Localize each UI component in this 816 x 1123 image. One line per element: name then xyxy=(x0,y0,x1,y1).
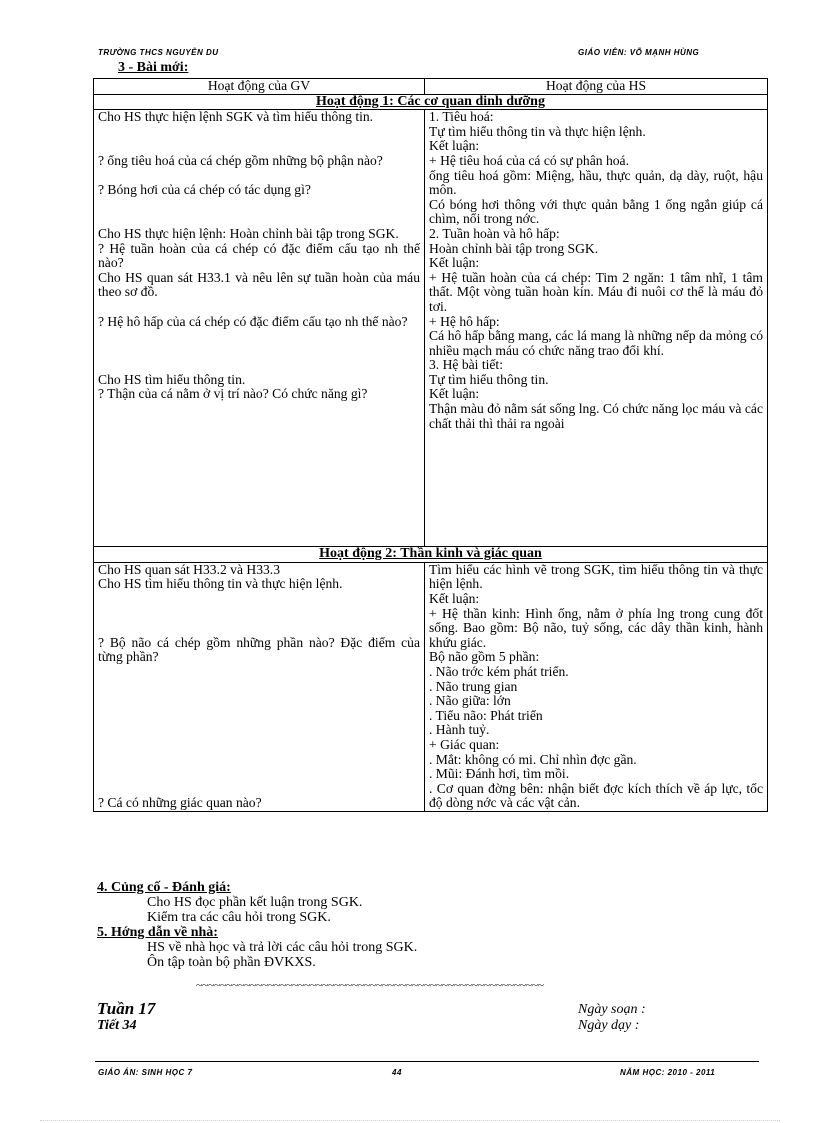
period-label: Tiết 34 xyxy=(97,1018,137,1033)
cell-line: . Tiểu não: Phát triển xyxy=(429,707,543,723)
section-title: 3 - Bài mới: xyxy=(118,60,189,75)
cell-line: Tự tìm hiểu thông tin. xyxy=(429,371,549,387)
cell-line: Hoàn chỉnh bài tập trong SGK. xyxy=(429,240,599,256)
cell-line: ? Cá có những giác quan nào? xyxy=(98,795,262,811)
homework-title: 5. Hớng dẫn về nhà: xyxy=(97,925,218,940)
cell-line: ? Thận của cá nằm ở vị trí nào? Có chức năng gì? xyxy=(98,386,368,402)
footer-subject: GIÁO ÁN: SINH HỌC 7 xyxy=(98,1068,193,1077)
cell-line: ? Bộ não cá chép gồm những phần nào? Đặc điểm của từng phần? xyxy=(98,634,420,665)
cell-line: Kết luận: xyxy=(429,386,480,402)
blank-line xyxy=(98,344,420,359)
cell-line: Thận màu đỏ nằm sát sống lng. Có chức năng lọc máu và các chất thải thì thải ra ngoài xyxy=(429,401,763,431)
blank-line xyxy=(98,329,420,344)
blank-line xyxy=(98,198,420,213)
activity-2-row xyxy=(94,562,768,811)
date-taught: Ngày dạy : xyxy=(578,1018,640,1033)
cell-line: + Hệ hô hấp: xyxy=(429,313,500,329)
cell-line: Cho HS tìm hiểu thông tin. xyxy=(98,371,246,387)
cell-line: ? Hệ hô hấp của cá chép có đặc điểm cấu tạo nh thế nào? xyxy=(98,313,408,329)
page-edge xyxy=(40,1120,780,1121)
review-title: 4. Củng cố - Đánh giá: xyxy=(97,880,231,895)
table-header-row xyxy=(94,79,768,95)
header-teacher: GIÁO VIÊN: VÕ MẠNH HÙNG xyxy=(578,48,700,57)
cell-line: . Não giữa: lớn xyxy=(429,693,511,709)
review-line: Kiểm tra các câu hỏi trong SGK. xyxy=(147,910,331,925)
blank-line xyxy=(98,723,420,738)
homework-line: Ôn tập toàn bộ phần ĐVKXS. xyxy=(147,955,316,970)
blank-line xyxy=(98,169,420,184)
cell-line: Cho HS thực hiện lệnh SGK và tìm hiểu thông tin. xyxy=(98,109,374,125)
blank-line xyxy=(98,607,420,622)
blank-line xyxy=(98,665,420,680)
footer-rule xyxy=(95,1061,759,1062)
cell-line: + Giác quan: xyxy=(429,736,500,752)
activity-2-title: Hoạt động 2: Thần kinh và giác quan xyxy=(94,547,768,563)
activity-2-gv-cell xyxy=(94,562,425,811)
cell-line: . Não trớc kém phát triển. xyxy=(429,663,569,679)
col-header-hs: Hoạt động của HS xyxy=(425,79,768,95)
cell-line: . Não trung gian xyxy=(429,678,518,694)
cell-line: Kết luận: xyxy=(429,255,480,271)
activity-2-hs-cell xyxy=(425,562,768,811)
cell-line: . Hành tuỷ. xyxy=(429,722,490,738)
blank-line xyxy=(98,753,420,768)
blank-line xyxy=(98,694,420,709)
blank-line xyxy=(98,139,420,154)
cell-line: Cá hô hấp bằng mang, các lá mang là những nếp da mỏng có nhiều mạch máu có chức năng trao đổi khí. xyxy=(429,328,763,358)
cell-line: Tìm hiểu các hình vẽ trong SGK, tìm hiểu thông tin và thực hiện lệnh. xyxy=(429,561,763,592)
cell-line: . Cơ quan đờng bên: nhận biết đợc kích thích về áp lực, tốc độ dòng nớc và các vật cản. xyxy=(429,780,763,811)
activity-1-gv-cell xyxy=(94,110,425,547)
cell-line: Có bóng hơi thông với thực quản bằng 1 ống ngắn giúp cá chìm, nổi trong nớc. xyxy=(429,196,763,227)
activity-1-row xyxy=(94,110,768,547)
blank-line xyxy=(98,680,420,695)
blank-line xyxy=(98,767,420,782)
blank-line xyxy=(98,358,420,373)
activity-2-title-row xyxy=(94,547,768,563)
cell-line: ? Hệ tuần hoàn của cá chép có đặc điểm cấu tạo nh thế nào? xyxy=(98,240,420,271)
footer-page-number: 44 xyxy=(392,1068,402,1077)
cell-line: Kết luận: xyxy=(429,590,480,606)
cell-line: + Hệ thần kinh: Hình ống, nằm ở phía lng trong cung đốt sống. Bao gồm: Bộ não, tuỷ sống, các dây thần kinh, hành khứu giác. xyxy=(429,605,763,650)
date-prepared: Ngày soạn : xyxy=(578,1002,646,1017)
blank-line xyxy=(98,738,420,753)
cell-line: Cho HS quan sát H33.1 và nêu lên sự tuần hoàn của máu theo sơ đồ. xyxy=(98,269,420,300)
blank-line xyxy=(98,709,420,724)
blank-line xyxy=(98,592,420,607)
dates-block xyxy=(578,1002,646,1034)
cell-line: . Mắt: không có mi. Chỉ nhìn đợc gần. xyxy=(429,751,637,767)
cell-line: ? Bóng hơi của cá chép có tác dụng gì? xyxy=(98,182,311,198)
blank-line xyxy=(98,125,420,140)
cell-line: + Hệ tuần hoàn của cá chép: Tim 2 ngăn: 1 tâm nhĩ, 1 tâm thất. Một vòng tuần hoàn kín. Máu đi nuôi cơ thể là máu đỏ tơi. xyxy=(429,269,763,314)
activity-1-title-row xyxy=(94,94,768,110)
cell-line: ống tiêu hoá gồm: Miệng, hầu, thực quản, dạ dày, ruột, hậu môn. xyxy=(429,167,763,198)
cell-line: 3. Hệ bài tiết: xyxy=(429,357,503,373)
header-school: TRƯỜNG THCS NGUYỄN DU xyxy=(98,48,219,57)
review-line: Cho HS đọc phần kết luận trong SGK. xyxy=(147,895,363,910)
separator-line: ~~~~~~~~~~~~~~~~~~~~~~~~~~~~~~~~~~~~~~~~~~~~~~~~~~~~~~~~~~ xyxy=(196,978,544,992)
cell-line: Cho HS thực hiện lệnh: Hoàn chỉnh bài tập trong SGK. xyxy=(98,225,399,241)
blank-line xyxy=(98,621,420,636)
lesson-table xyxy=(93,78,768,812)
cell-line: Kết luận: xyxy=(429,138,480,154)
cell-line: Cho HS quan sát H33.2 và H33.3 xyxy=(98,561,280,577)
activity-1-hs-cell xyxy=(425,110,768,547)
cell-line: ? ống tiêu hoá của cá chép gồm những bộ phận nào? xyxy=(98,152,383,168)
cell-line: 2. Tuần hoàn và hô hấp: xyxy=(429,225,560,241)
footer-school-year: NĂM HỌC: 2010 - 2011 xyxy=(620,1068,716,1077)
cell-line: + Hệ tiêu hoá của cá có sự phân hoá. xyxy=(429,152,629,168)
blank-line xyxy=(98,300,420,315)
cell-line: 1. Tiêu hoá: xyxy=(429,109,494,125)
blank-line xyxy=(98,212,420,227)
week-label: Tuần 17 xyxy=(97,999,156,1018)
homework-line: HS về nhà học và trả lời các câu hỏi trong SGK. xyxy=(147,940,418,955)
cell-line: Bộ não gồm 5 phần: xyxy=(429,649,540,665)
cell-line: . Mũi: Đánh hơi, tìm mồi. xyxy=(429,766,570,782)
activity-1-title: Hoạt động 1: Các cơ quan dinh dưỡng xyxy=(94,94,768,110)
col-header-gv: Hoạt động của GV xyxy=(94,79,425,95)
cell-line: Tự tìm hiểu thông tin và thực hiện lệnh. xyxy=(429,123,646,139)
cell-line: Cho HS tìm hiểu thông tin và thực hiện lệnh. xyxy=(98,576,343,592)
blank-line xyxy=(98,782,420,797)
review-section xyxy=(97,880,417,970)
